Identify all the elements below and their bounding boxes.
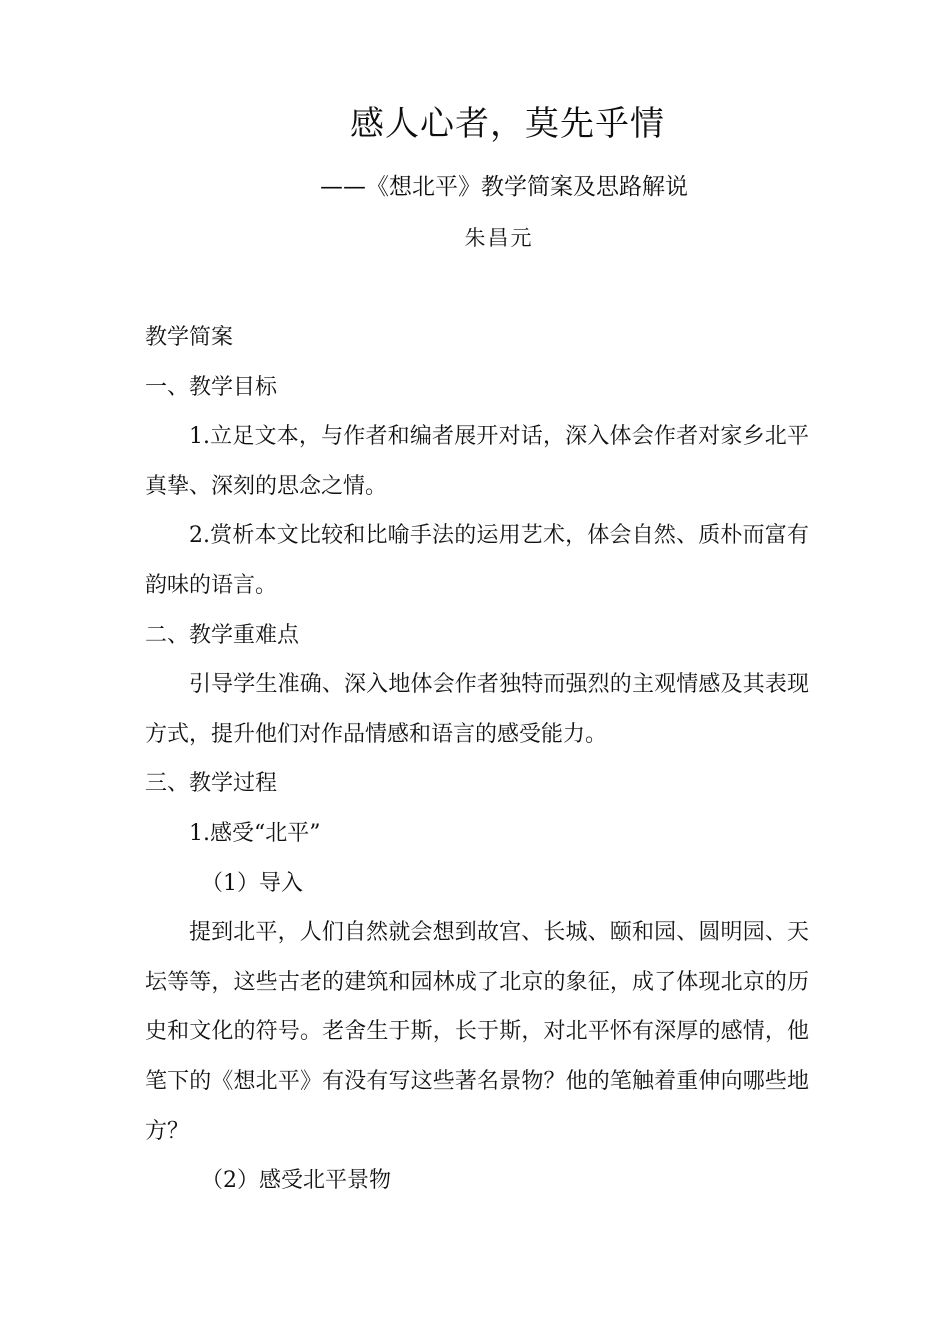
document-body <box>145 313 809 1206</box>
document-title: 感人心者，莫先乎情 <box>350 104 665 144</box>
heading-teaching-goals: 一、教学目标 <box>145 374 278 400</box>
intro-paragraph: 提到北平，人们自然就会想到故宫、长城、颐和园、圆明园、天坛等等，这些古老的建筑和园林成了北京的象征，成了体现北京的历史和文化的符号。老舍生于斯，长于斯，对北平怀有深厚的感情，他笔下的《想北平》有没有写这些著名景物？他的笔触着重伸向哪些地方？ <box>145 920 809 1144</box>
heading-key-points: 二、教学重难点 <box>145 622 300 648</box>
section-label: 教学简案 <box>145 325 234 350</box>
process-step-1: 1.感受“北平” <box>189 820 321 846</box>
key-points-paragraph: 引导学生准确、深入地体会作者独特而强烈的主观情感及其表现方式，提升他们对作品情感和语言的感受能力。 <box>145 672 809 747</box>
document-subtitle: ——《想北平》教学简案及思路解说 <box>320 174 688 200</box>
heading-teaching-process: 三、教学过程 <box>145 771 278 797</box>
document-author: 朱昌元 <box>464 226 534 250</box>
goal-item-2: 2.赏析本文比较和比喻手法的运用艺术，体会自然、质朴而富有韵味的语言。 <box>145 523 809 598</box>
process-step-1-sub-2: （2）感受北平景物 <box>201 1168 391 1194</box>
goal-item-1: 1.立足文本，与作者和编者展开对话，深入体会作者对家乡北平真挚、深刻的思念之情。 <box>145 424 809 499</box>
process-step-1-sub-1: （1）导入 <box>201 870 303 896</box>
